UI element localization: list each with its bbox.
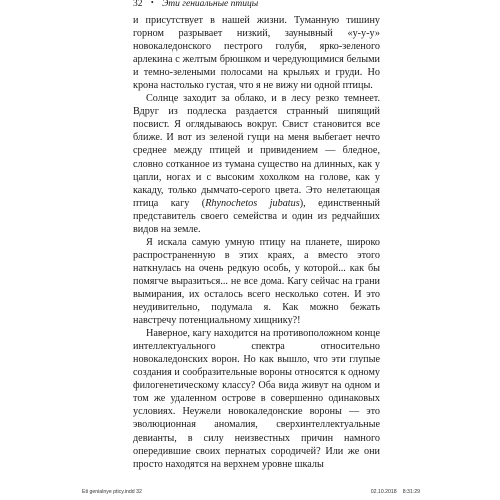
paragraph-text: и присутствует в нашей жизни. Туманную тишину горном разрывает низкий, заунывный «у-у-у» новокаледонского пестрого голубя, ярко-зеленого арлекина с желтым брюшком и чередующимися белыми и темно-зелеными полосами на крыльях и груди. Но крона настолько густая, что я не вижу ни одной птицы. [133, 15, 380, 92]
print-slug-file [82, 488, 142, 496]
print-slug-timestamp [371, 488, 420, 496]
paragraph [133, 14, 380, 92]
paragraph-text: ), единственный представитель своего семейства и один из редчайших видов на земле. [133, 197, 380, 235]
running-header [133, 0, 258, 9]
slug-date: 02.10.2018 [370, 489, 397, 495]
paragraph-text: Солнце заходит за облако, и в лесу резко темнеет. Вдруг из подлеска раздается странный шипящий посвист. Я оглядываюсь вокруг. Свист становится все ближе. И вот из зеленой гущи на меня выбегает нечто среднее между птицей и привидением — бледное, словно сотканное из тумана существо на длинных, как у цапли, ногах и с высоким хохолком на голове, как у какаду, только дымчато-серого цвета. Это нелетающая птица кагу ( [133, 93, 380, 209]
paragraph [133, 92, 380, 236]
paragraph [133, 327, 380, 471]
page-number: 32 [133, 0, 143, 9]
slug-filename: Eti genialnye pticy.indd 32 [82, 489, 142, 495]
paragraph-text: Наверное, кагу находится на противоположном конце интеллектуального спектра относительно новокаледонских ворон. Но как вышло, что эти глупые создания и сообразительные вороны относятся к одному филогенетическому классу? Оба вида живут на одном и том же удаленном острове в совершенно одинаковых условиях. Неужели новокаледонские вороны — это эволюционная аномалия, сверхинтеллектуальные девианты, в силу неизвестных причин намного опередившие своих пернатых сородичей? Или же они просто находятся на верхнем уровне шкалы [133, 328, 380, 470]
species-name-italic: Rhynochetos jubatus [205, 197, 300, 209]
slug-time: 8:31:29 [402, 489, 420, 495]
running-title: Эти гениальные птицы [162, 0, 259, 9]
header-separator: • [150, 0, 154, 7]
paragraph [133, 236, 380, 327]
paragraph-text: Я искала самую умную птицу на планете, широко распространенную в этих краях, а вместо этого наткнулась на очень редкую особь, у которой... как бы помягче выразиться... не все дома. Кагу сейчас на грани вымирания, их осталось всего несколько сотен. И это неудивительно, подумала я. Как можно бежать навстречу потенциальному хищнику?! [133, 236, 380, 327]
body-text [133, 14, 380, 471]
